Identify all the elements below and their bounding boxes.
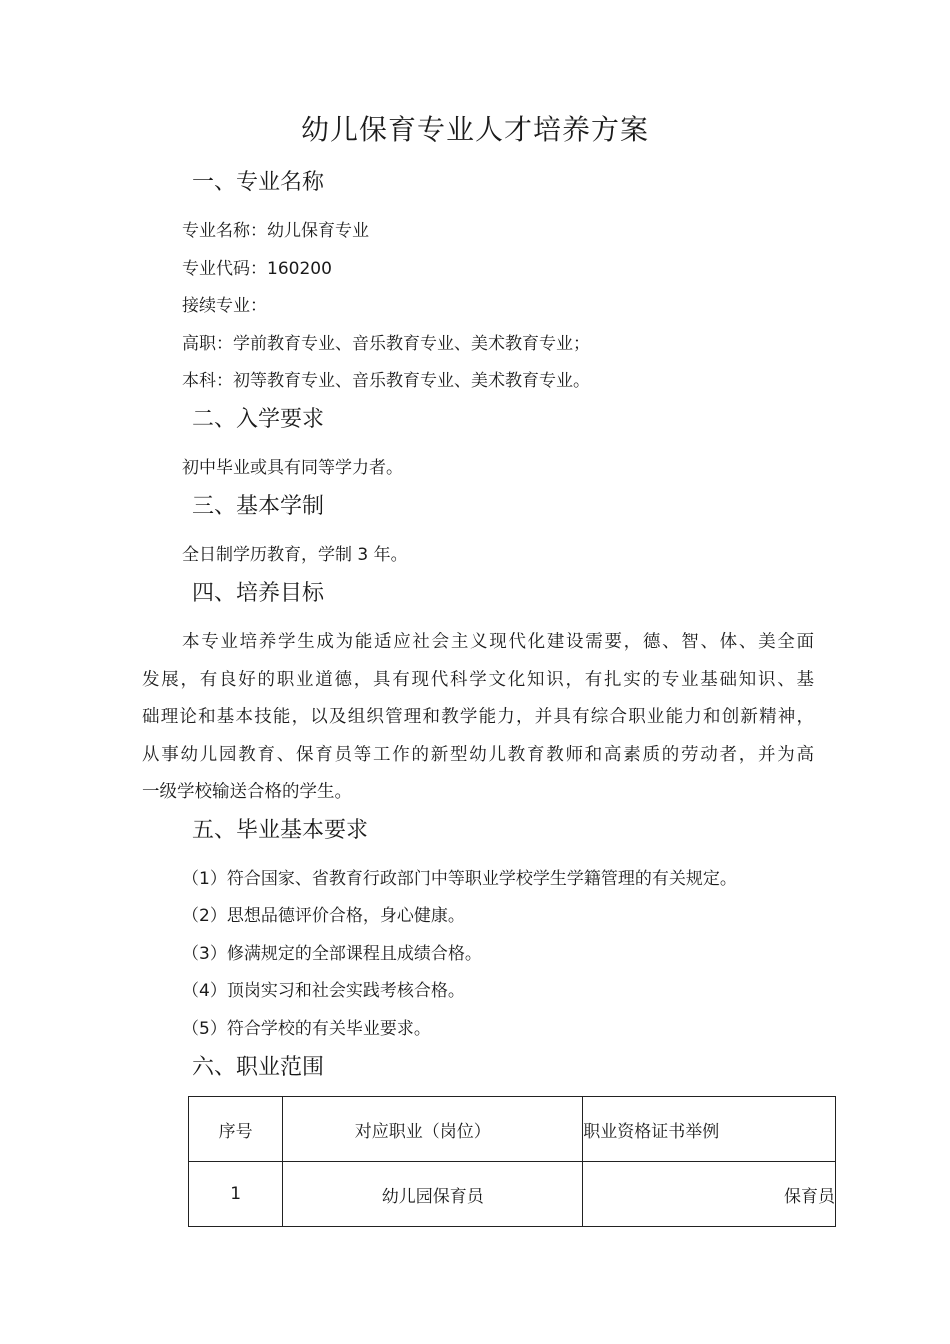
major-code-line: 专业代码：160200 — [182, 259, 332, 279]
objectives-paragraph — [142, 624, 814, 812]
objectives-line: 一级学校输送合格的学生。 — [142, 782, 352, 803]
objectives-line: 本专业培养学生成为能适应社会主义现代化建设需要，德、智、体、美全面 — [182, 632, 814, 652]
undergraduate-line: 本科：初等教育专业、音乐教育专业、美术教育专业。 — [182, 371, 590, 391]
section-heading-duration: 三、基本学制 — [192, 494, 325, 519]
graduation-requirement-item: （5）符合学校的有关毕业要求。 — [182, 1019, 431, 1039]
cell-certificate: 保育员 — [583, 1162, 836, 1227]
cell-occupation: 幼儿园保育员 — [283, 1162, 583, 1227]
section-heading-admission: 二、入学要求 — [192, 407, 325, 432]
header-index: 序号 — [189, 1097, 283, 1162]
admission-text: 初中毕业或具有同等学力者。 — [182, 458, 403, 478]
table-header-row — [189, 1097, 836, 1162]
table-row — [189, 1162, 836, 1227]
section-heading-major-name: 一、专业名称 — [192, 170, 325, 195]
graduation-requirement-item: （3）修满规定的全部课程且成绩合格。 — [182, 944, 482, 964]
graduation-requirement-item: （4）顶岗实习和社会实践考核合格。 — [182, 981, 465, 1001]
section-heading-objectives: 四、培养目标 — [192, 581, 325, 606]
duration-text: 全日制学历教育，学制 3 年。 — [182, 545, 408, 565]
objectives-line: 础理论和基本技能，以及组织管理和教学能力，并具有综合职业能力和创新精神， — [142, 707, 814, 728]
header-certificate: 职业资格证书举例 — [583, 1097, 836, 1162]
major-name-line: 专业名称：幼儿保育专业 — [182, 221, 369, 241]
graduation-requirement-item: （2）思想品德评价合格，身心健康。 — [182, 906, 465, 926]
document-title: 幼儿保育专业人才培养方案 — [300, 113, 649, 146]
header-occupation-text: 对应职业（岗位） — [354, 1121, 491, 1142]
career-scope-table — [188, 1096, 836, 1227]
objectives-line: 发展，有良好的职业道德，具有现代科学文化知识，有扎实的专业基础知识、基 — [142, 669, 814, 690]
objectives-line: 从事幼儿园教育、保育员等工作的新型幼儿教育教师和高素质的劳动者，并为高 — [142, 744, 814, 765]
cell-index: 1 — [189, 1162, 283, 1227]
section-heading-career-scope: 六、职业范围 — [192, 1055, 325, 1080]
graduation-requirement-item: （1）符合国家、省教育行政部门中等职业学校学生学籍管理的有关规定。 — [182, 869, 737, 889]
continuing-major-line: 接续专业： — [182, 296, 267, 316]
header-occupation — [283, 1097, 583, 1162]
section-heading-graduation: 五、毕业基本要求 — [192, 818, 369, 843]
higher-vocational-line: 高职：学前教育专业、音乐教育专业、美术教育专业； — [182, 334, 590, 354]
